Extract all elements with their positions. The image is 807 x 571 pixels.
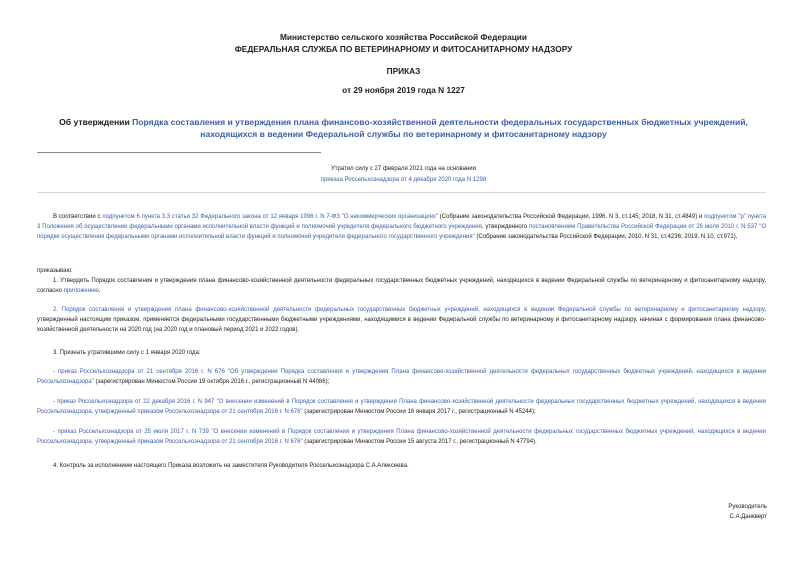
repealed-order-1 [37, 367, 766, 387]
appendix-link[interactable]: приложению [63, 288, 99, 294]
item-2-text: , утвержденный настоящим приказом, применяется федеральными государственными бюджетными учреждениями, находящимися в ведении Федеральной службы по ветеринарному и фитосанитарному надзору, начиная с формирования плана финансово-хозяйственной деятельности на 2020 год (на 2020 год и плановый период 2021 и 2022 годов). [37, 307, 766, 333]
item-1 [37, 276, 766, 296]
status-note: Утратил силу с 27 февраля 2021 года на основании [330, 166, 476, 172]
separator-line [37, 152, 321, 153]
repealed-order-2 [37, 397, 766, 417]
procedure-link[interactable]: 2. Порядок составления и утверждения плана финансово-хозяйственной деятельности федеральных государственных бюджетных учреждений, находящихся в ведении Федеральной службы по ветеринарному и фитосанитарному надзору [53, 307, 765, 313]
item-1-text: 1. Утвердить Порядок составления и утверждения плана финансово-хозяйственной деятельности федеральных государственных бюджетных учреждений, находящихся в ведении Федеральной службы по ветеринарному и фитосанитарному надзору, согласно [37, 278, 766, 294]
preamble-text: (Собрание законодательства Российской Федерации, 2010, N 31, ст.4236; 2019, N 10, ст.971), [474, 234, 738, 240]
repealed-order-1-text: (зарегистрирован Минюстом России 19 октября 2016 г., регистрационный N 44086); [93, 379, 330, 385]
repealed-order-3 [37, 427, 766, 447]
signature-name: С.А.Данкверт [729, 514, 767, 520]
preamble-paragraph [37, 212, 766, 242]
repealed-order-2-text: (зарегистрирован Минюстом России 16 января 2017 г., регистрационный N 45244); [302, 409, 536, 415]
item-2 [37, 305, 766, 335]
repealed-order-3-text: (зарегистрирован Минюстом России 15 августа 2017 г., регистрационный N 47794). [302, 439, 537, 445]
resolution-link[interactable]: постановлением Правительства Российской Федерации от 26 июля 2010 г. N 537 "О порядке осуществления федеральными органами исполнительной власти функций и полномочий учредителя федерального государственного учреждения" [37, 224, 766, 240]
status-link[interactable]: приказа Россельхознадзора от 4 декабря 2020 года N 1298 [320, 177, 487, 183]
signature-block [728, 502, 767, 522]
separator-line-full [37, 192, 766, 193]
repealed-order-2-link[interactable]: - приказ Россельхознадзора от 22 декабря 2016 г. N 947 "О внесении изменений в Порядок составления и утверждения Плана финансово-хозяйственной деятельности федеральных государственных бюджетных учреждений, находящихся в ведении Россельхознадзора, утвержденный приказом Россельхознадзора от 21 сентября 2016 г. N 676" [37, 399, 766, 415]
preamble-text: , утвержденного [481, 224, 530, 230]
page-title [22, 116, 785, 140]
repealed-order-3-link[interactable]: - приказ Россельхознадзора от 25 июля 2017 г. N 739 "О внесении изменений в Порядок составления и утверждения Плана финансово-хозяйственной деятельности федеральных государственных бюджетных учреждений, находящихся в ведении Россельхознадзора, утвержденный приказом Россельхознадзора от 21 сентября 2016 г. N 676" [37, 429, 766, 445]
preamble-text: В соответствии с [53, 214, 103, 220]
document-date-number: от 29 ноября 2019 года N 1227 [342, 85, 465, 95]
regulation-link[interactable]: подпунктом "р" пункта 3 Положения об осуществлении федеральными органами исполнительной власти функций и полномочий учредителя федерального бюджетного учреждения [37, 214, 766, 230]
item-1-end: . [98, 288, 101, 294]
item-3-intro: 3. Признать утратившими силу с 1 января 2020 года: [53, 350, 201, 356]
signature-role: Руководитель [728, 504, 767, 510]
document-type: ПРИКАЗ [386, 66, 421, 76]
orders-word: приказываю: [37, 268, 73, 274]
preamble-text: (Собрание законодательства Российской Федерации, 1996, N 3, ст.145; 2018, N 31, ст.4849) и [438, 214, 705, 220]
item-4: 4. Контроль за исполнением настоящего Приказа возложить на заместителя Руководителя Россельхознадзора С.А.Алексеева. [53, 463, 409, 469]
law-link[interactable]: подпунктом 6 пункта 3.3 статьи 32 Федерального закона от 12 января 1996 г. N 7-ФЗ "О некоммерческих организациях" [102, 214, 438, 220]
ministry-name: Министерство сельского хозяйства Российской Федерации [280, 32, 527, 42]
title-prefix: Об утверждении [59, 117, 133, 127]
title-link-continued[interactable]: находящихся в ведении Федеральной службы по ветеринарному и фитосанитарному надзору [200, 129, 607, 139]
service-name: ФЕДЕРАЛЬНАЯ СЛУЖБА ПО ВЕТЕРИНАРНОМУ И ФИТОСАНИТАРНОМУ НАДЗОРУ [234, 44, 573, 54]
title-link[interactable]: Порядка составления и утверждения плана финансово-хозяйственной деятельности федеральных государственных бюджетных учреждений, [132, 117, 748, 127]
repealed-order-1-link[interactable]: - приказ Россельхознадзора от 21 сентября 2016 г. N 676 "Об утверждении Порядка составления и утверждения Плана финансово-хозяйственной деятельности федеральных государственных бюджетных учреждений, находящихся в ведении Россельхознадзора" [37, 369, 766, 385]
